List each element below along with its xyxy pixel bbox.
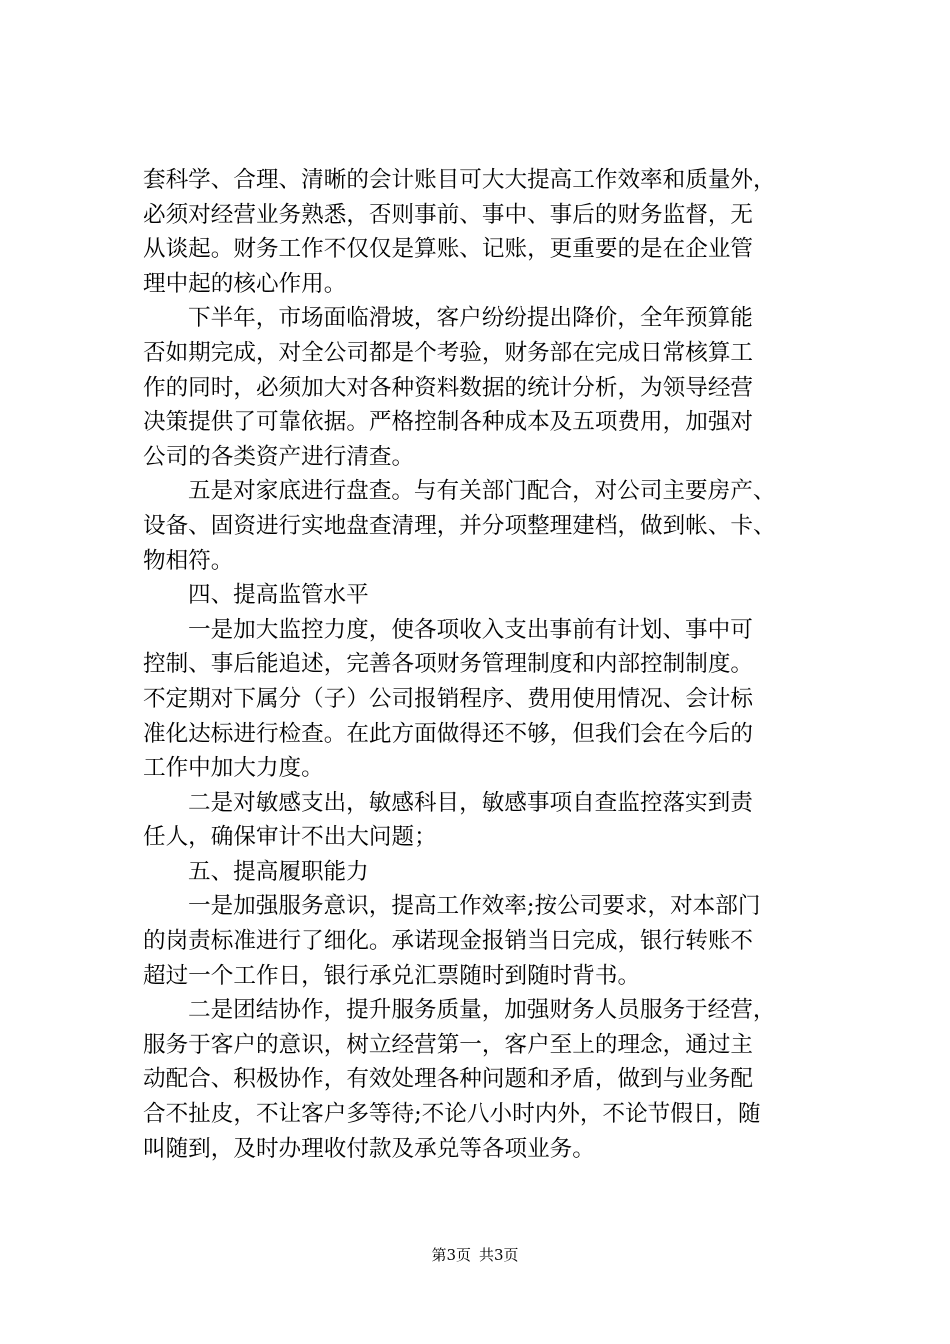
text-line: 的岗责标准进行了细化。承诺现金报销当日完成，银行转账不 [143, 928, 754, 955]
text-line: 服务于客户的意识，树立经营第一，客户至上的理念，通过主 [143, 1031, 754, 1058]
text-line: 合不扯皮，不让客户多等待;不论八小时内外，不论节假日，随 [143, 1101, 761, 1128]
text-line: 从谈起。财务工作不仅仅是算账、记账，更重要的是在企业管 [143, 236, 754, 263]
text-line: 决策提供了可靠依据。严格控制各种成本及五项费用，加强对 [143, 409, 754, 436]
text-line: 动配合、积极协作，有效处理各种问题和矛盾，做到与业务配 [143, 1066, 754, 1093]
text-line: 否如期完成，对全公司都是个考验，财务部在完成日常核算工 [143, 339, 754, 366]
text-line: 套科学、合理、清晰的会计账目可大大提高工作效率和质量外， [143, 167, 776, 193]
text-line: 控制、事后能追述，完善各项财务管理制度和内部控制制度。 [143, 651, 754, 678]
section-heading: 五、提高履职能力 [188, 858, 369, 885]
text-line: 工作中加大力度。 [143, 755, 324, 782]
text-line: 理中起的核心作用。 [143, 270, 347, 297]
text-line: 物相符。 [143, 547, 234, 574]
text-line: 不定期对下属分（子）公司报销程序、费用使用情况、会计标 [143, 685, 754, 712]
paragraph-start-line: 一是加强服务意识，提高工作效率;按公司要求，对本部门 [188, 893, 761, 920]
text-line: 公司的各类资产进行清查。 [143, 443, 415, 470]
paragraph-start-line: 下半年，市场面临滑坡，客户纷纷提出降价，全年预算能 [188, 305, 753, 332]
paragraph-start-line: 一是加大监控力度，使各项收入支出事前有计划、事中可 [188, 616, 753, 643]
page-total: 共3页 [479, 1246, 519, 1264]
text-line: 超过一个工作日，银行承兑汇票随时到随时背书。 [143, 962, 641, 989]
text-line: 准化达标进行检查。在此方面做得还不够，但我们会在今后的 [143, 720, 754, 747]
page-footer [0, 1245, 950, 1265]
text-line: 作的同时，必须加大对各种资料数据的统计分析，为领导经营 [143, 374, 754, 401]
text-line: 叫随到，及时办理收付款及承兑等各项业务。 [143, 1135, 595, 1162]
text-line: 任人，确保审计不出大问题； [143, 824, 437, 851]
paragraph-start-line: 五是对家底进行盘查。与有关部门配合，对公司主要房产、 [188, 478, 776, 505]
document-body [143, 163, 823, 1166]
text-line: 设备、固资进行实地盘查清理，并分项整理建档，做到帐、卡、 [143, 512, 776, 539]
paragraph-start-line: 二是对敏感支出，敏感科目，敏感事项自查监控落实到责 [188, 789, 753, 816]
page-number: 第3页 [431, 1246, 471, 1264]
text-line: 必须对经营业务熟悉，否则事前、事中、事后的财务监督，无 [143, 201, 754, 228]
paragraph-start-line: 二是团结协作，提升服务质量，加强财务人员服务于经营， [188, 997, 776, 1024]
section-heading: 四、提高监管水平 [188, 582, 369, 609]
